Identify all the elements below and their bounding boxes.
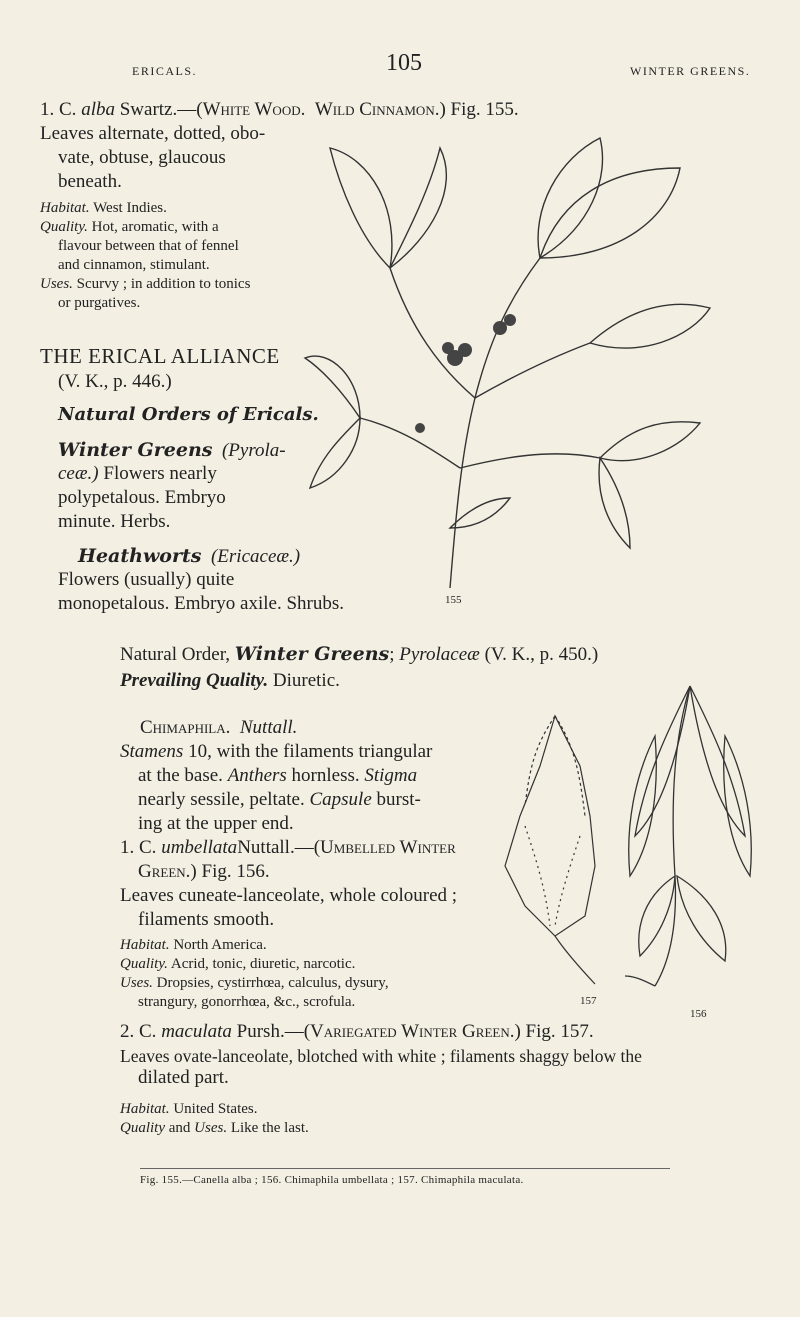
orders-title: Natural Orders of Ericals. bbox=[58, 404, 319, 425]
alliance-title: THE ERICAL ALLIANCE bbox=[40, 344, 280, 368]
species2-heading: 2. C. maculata Pursh.—(Variegated Winter Green.) Fig. 157. bbox=[120, 1021, 594, 1042]
winter-greens-line2: ceæ.) Flowers nearly bbox=[58, 463, 217, 484]
heathworts-line3: monopetalous. Embryo axile. Shrubs. bbox=[58, 593, 345, 614]
entry1-leaves-2: vate, obtuse, glaucous bbox=[58, 147, 226, 168]
species1-heading: 1. C. umbellataNuttall.—(Umbelled Winter bbox=[120, 837, 456, 858]
entry1-uses-2: or purgatives. bbox=[58, 295, 141, 311]
figure-caption: Fig. 155.—Canella alba ; 156. Chimaphila umbellata ; 157. Chimaphila maculata. bbox=[140, 1174, 524, 1186]
natural-order-line: Natural Order, Winter Greens; Pyrolaceæ (V. K., p. 450.) bbox=[120, 643, 599, 665]
running-head-left: ERICALS. bbox=[132, 64, 198, 78]
winter-greens-line4: minute. Herbs. bbox=[58, 511, 171, 532]
entry1-quality-3: and cinnamon, stimulant. bbox=[58, 257, 210, 273]
entry1-uses-1: Uses. Scurvy ; in addition to tonics bbox=[40, 276, 251, 292]
species2-habitat: Habitat. United States. bbox=[120, 1101, 258, 1117]
figure-156-illustration bbox=[615, 676, 765, 1006]
entry1-heading: 1. C. alba Swartz.—(White Wood. Wild Cinnamon.) Fig. 155. bbox=[40, 99, 519, 120]
fig156-label: 156 bbox=[690, 1008, 707, 1020]
entry1-quality-2: flavour between that of fennel bbox=[58, 238, 239, 254]
entry1-leaves-3: beneath. bbox=[58, 171, 122, 192]
species1-heading-2: Green.) Fig. 156. bbox=[138, 861, 270, 882]
species1-uses-2: strangury, gonorrhœa, &c., scrofula. bbox=[138, 994, 356, 1010]
winter-greens-line1: Winter Greens (Pyrola- bbox=[58, 439, 286, 461]
entry1-leaves-1: Leaves alternate, dotted, obo- bbox=[40, 123, 266, 144]
fig155-stem bbox=[450, 258, 540, 588]
fig155-label: 155 bbox=[445, 594, 462, 606]
prevailing-quality: Prevailing Quality. Diuretic. bbox=[120, 670, 340, 691]
alliance-ref: (V. K., p. 446.) bbox=[58, 371, 172, 392]
species1-habitat: Habitat. North America. bbox=[120, 937, 267, 953]
figure-155-illustration bbox=[300, 128, 730, 598]
fig157-label: 157 bbox=[580, 995, 597, 1007]
species1-uses-1: Uses. Dropsies, cystirrhœa, calculus, dysury, bbox=[120, 975, 389, 991]
heathworts-line2: Flowers (usually) quite bbox=[58, 569, 235, 590]
entry1-habitat: Habitat. West Indies. bbox=[40, 200, 167, 216]
species1-quality: Quality. Acrid, tonic, diuretic, narcotic. bbox=[120, 956, 356, 972]
species2-leaves-1: Leaves ovate-lanceolate, blotched with white ; filaments shaggy below the bbox=[120, 1046, 642, 1066]
species1-leaves-1: Leaves cuneate-lanceolate, whole coloured ; bbox=[120, 885, 458, 906]
running-head-right: WINTER GREENS. bbox=[630, 64, 751, 78]
stamens-line2: at the base. Anthers hornless. Stigma bbox=[138, 765, 418, 786]
stamens-line3: nearly sessile, peltate. Capsule burst- bbox=[138, 789, 421, 810]
species2-leaves-2: dilated part. bbox=[138, 1067, 229, 1088]
species2-quality-uses: Quality and Uses. Like the last. bbox=[120, 1120, 309, 1136]
entry1-quality-1: Quality. Hot, aromatic, with a bbox=[40, 219, 219, 235]
caption-rule bbox=[140, 1168, 670, 1169]
stamens-line4: ing at the upper end. bbox=[138, 813, 294, 834]
winter-greens-line3: polypetalous. Embryo bbox=[58, 487, 226, 508]
species1-leaves-2: filaments smooth. bbox=[138, 909, 275, 930]
genus-heading: Chimaphila. Nuttall. bbox=[140, 717, 298, 738]
stamens-line1: Stamens 10, with the filaments triangular bbox=[120, 741, 433, 762]
page-number: 105 bbox=[386, 50, 422, 76]
heathworts-line1: Heathworts (Ericaceæ.) bbox=[78, 545, 301, 567]
figure-157-illustration bbox=[495, 706, 605, 1006]
